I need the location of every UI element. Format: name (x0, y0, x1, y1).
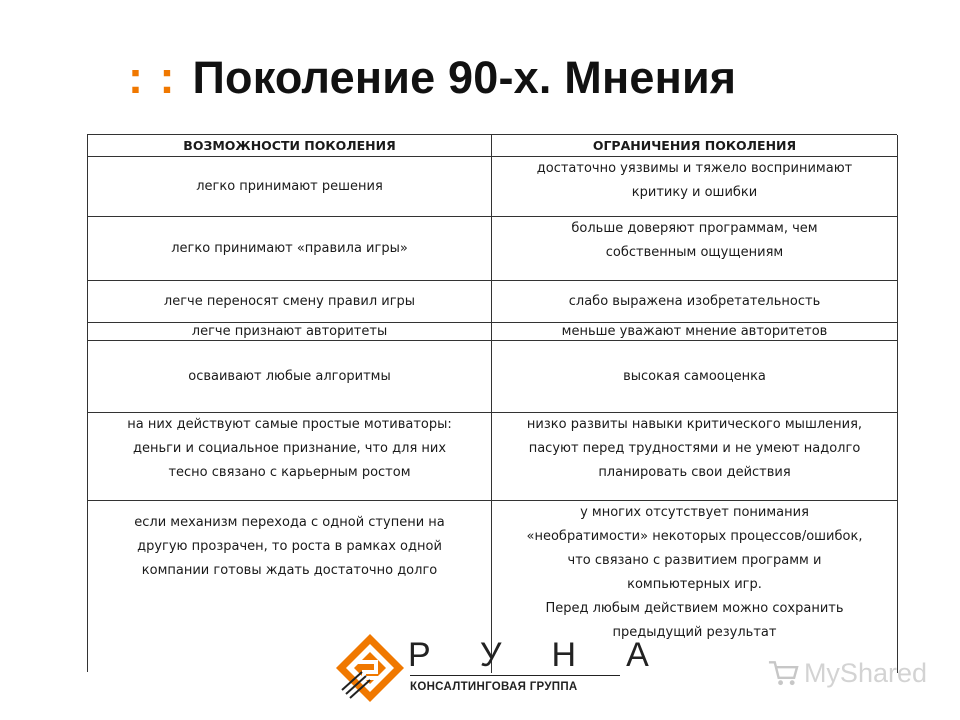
table-cell-limitation: низко развиты навыки критического мышления, пасуют перед трудностями и не умеют надолго планировать свои действия (492, 413, 898, 501)
watermark (767, 656, 927, 690)
table-cell-opportunity: на них действуют самые простые мотиваторы: деньги и социальное признание, что для них тесно связано с карьерным ростом (88, 413, 492, 501)
table-cell-limitation: у многих отсутствует понимания «необратимости» некоторых процессов/ошибок, что связано с развитием программ и компьютерных игр. Перед любым действием можно сохранить предыдущий результат (492, 501, 898, 673)
table-cell-limitation: больше доверяют программам, чем собственным ощущениям (492, 217, 898, 281)
table-cell-opportunity: легко принимают «правила игры» (88, 217, 492, 281)
table-cell-limitation: меньше уважают мнение авторитетов (492, 323, 898, 341)
table-cell-opportunity: легче переносят смену правил игры (88, 281, 492, 323)
title-text: Поколение 90-х. Мнения (192, 52, 737, 103)
logo-diamond (336, 634, 404, 702)
table-cell-opportunity: осваивают любые алгоритмы (88, 341, 492, 413)
table-cell-opportunity: легко принимают решения (88, 157, 492, 217)
table-cell-limitation: достаточно уязвимы и тяжело воспринимают критику и ошибки (492, 157, 898, 217)
header-opportunities: ВОЗМОЖНОСТИ ПОКОЛЕНИЯ (88, 135, 492, 157)
table-cell-limitation: слабо выражена изобретательность (492, 281, 898, 323)
title-bullet: : : (128, 52, 177, 103)
table-cell-opportunity: легче признают авторитеты (88, 323, 492, 341)
opinions-table (87, 134, 897, 672)
logo-letters: РУНА (408, 636, 699, 674)
table-cell-limitation: высокая самооценка (492, 341, 898, 413)
shopping-cart-icon (767, 658, 800, 688)
header-limitations: ОГРАНИЧЕНИЯ ПОКОЛЕНИЯ (492, 135, 898, 157)
watermark-text: MyShared (803, 657, 927, 688)
slide-title (128, 48, 736, 108)
logo-subtitle: КОНСАЛТИНГОВАЯ ГРУППА (410, 675, 620, 695)
table-cell-opportunity: если механизм перехода с одной ступени на другую прозрачен, то роста в рамках одной компании готовы ждать достаточно долго (88, 501, 492, 673)
